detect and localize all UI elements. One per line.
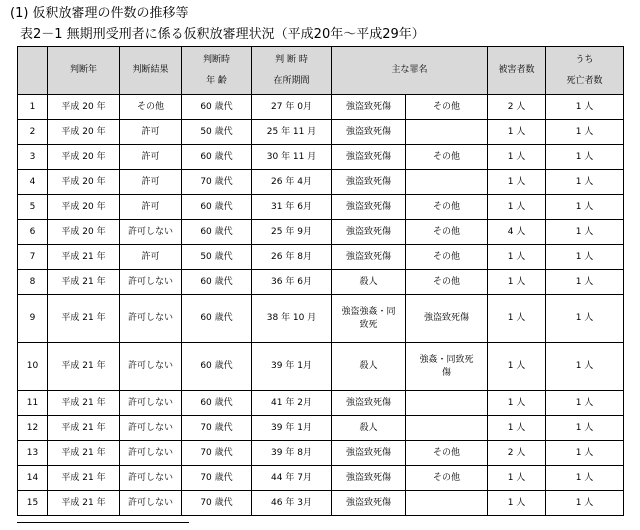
cell-year: 平成 21 年 [48, 491, 120, 516]
cell-crime-secondary [406, 120, 488, 145]
table-row [18, 441, 624, 466]
cell-no: 13 [18, 441, 48, 466]
cell-no: 1 [18, 95, 48, 120]
header-no [18, 47, 48, 95]
cell-deaths: 1 人 [546, 295, 624, 343]
cell-age: 60 歳代 [182, 220, 252, 245]
cell-no: 3 [18, 145, 48, 170]
table-row [18, 466, 624, 491]
cell-age: 50 歳代 [182, 245, 252, 270]
table-row [18, 220, 624, 245]
cell-age: 60 歳代 [182, 95, 252, 120]
cell-year: 平成 20 年 [48, 170, 120, 195]
cell-result: 許可 [120, 170, 182, 195]
cell-victims: 1 人 [488, 270, 546, 295]
cell-term: 44 年 7月 [252, 466, 332, 491]
cell-result: 許可しない [120, 466, 182, 491]
cell-result: 許可しない [120, 441, 182, 466]
cell-crime-primary: 殺人 [332, 416, 406, 441]
cell-no: 14 [18, 466, 48, 491]
cell-age: 70 歳代 [182, 491, 252, 516]
cell-age: 50 歳代 [182, 120, 252, 145]
header-age [182, 47, 252, 95]
cell-result: 許可 [120, 145, 182, 170]
cell-term: 39 年 1月 [252, 416, 332, 441]
cell-term: 25 年 11 月 [252, 120, 332, 145]
cell-crime-secondary: その他 [406, 466, 488, 491]
cell-result: 許可しない [120, 270, 182, 295]
cell-victims: 1 人 [488, 343, 546, 391]
cell-result: 許可しない [120, 491, 182, 516]
header-result: 判断結果 [120, 47, 182, 95]
cell-deaths: 1 人 [546, 466, 624, 491]
header-crime: 主な罪名 [332, 47, 488, 95]
cell-victims: 1 人 [488, 391, 546, 416]
cell-crime-primary: 殺人 [332, 343, 406, 391]
cell-deaths: 1 人 [546, 416, 624, 441]
cell-term: 25 年 9月 [252, 220, 332, 245]
cell-result: 許可しない [120, 416, 182, 441]
cell-deaths: 1 人 [546, 170, 624, 195]
cell-crime-primary: 強盗致死傷 [332, 145, 406, 170]
cell-term: 36 年 6月 [252, 270, 332, 295]
cell-result: 許可 [120, 120, 182, 145]
table-row [18, 120, 624, 145]
cell-deaths: 1 人 [546, 491, 624, 516]
cell-year: 平成 20 年 [48, 220, 120, 245]
table-row [18, 145, 624, 170]
cell-crime-secondary: その他 [406, 95, 488, 120]
table-row [18, 343, 624, 391]
cell-crime-primary: 強盗致死傷 [332, 441, 406, 466]
cell-victims: 1 人 [488, 145, 546, 170]
cell-year: 平成 20 年 [48, 145, 120, 170]
cell-crime-primary: 強盗致死傷 [332, 391, 406, 416]
cell-age: 60 歳代 [182, 343, 252, 391]
cell-term: 30 年 11 月 [252, 145, 332, 170]
cell-age: 60 歳代 [182, 195, 252, 220]
cell-year: 平成 20 年 [48, 195, 120, 220]
cell-deaths: 1 人 [546, 220, 624, 245]
cell-crime-primary: 強盗致死傷 [332, 220, 406, 245]
cell-year: 平成 20 年 [48, 95, 120, 120]
cell-deaths: 1 人 [546, 270, 624, 295]
cell-result: 許可 [120, 245, 182, 270]
cell-year: 平成 21 年 [48, 416, 120, 441]
table-row [18, 95, 624, 120]
cell-victims: 2 人 [488, 95, 546, 120]
cell-age: 60 歳代 [182, 295, 252, 343]
cell-age: 70 歳代 [182, 466, 252, 491]
cell-age: 60 歳代 [182, 270, 252, 295]
cell-victims: 1 人 [488, 170, 546, 195]
cell-crime-secondary: その他 [406, 195, 488, 220]
cell-deaths: 1 人 [546, 195, 624, 220]
cell-crime-secondary: その他 [406, 220, 488, 245]
header-victims: 被害者数 [488, 47, 546, 95]
cell-victims: 1 人 [488, 195, 546, 220]
header-deaths-line2: 死亡者数 [566, 75, 603, 86]
cell-age: 60 歳代 [182, 145, 252, 170]
cell-year: 平成 21 年 [48, 343, 120, 391]
table-caption: 表2－1 無期刑受刑者に係る仮釈放審理状況（平成20年～平成29年） [20, 27, 425, 42]
cell-deaths: 1 人 [546, 145, 624, 170]
cell-victims: 2 人 [488, 441, 546, 466]
cell-crime-secondary: 強盗致死傷 [406, 295, 488, 343]
cell-deaths: 1 人 [546, 391, 624, 416]
cell-crime-secondary [406, 416, 488, 441]
cell-no: 4 [18, 170, 48, 195]
cell-crime-primary: 強盗致死傷 [332, 466, 406, 491]
cell-victims: 1 人 [488, 120, 546, 145]
cell-year: 平成 20 年 [48, 120, 120, 145]
cell-crime-secondary: その他 [406, 145, 488, 170]
table-row [18, 270, 624, 295]
cell-no: 8 [18, 270, 48, 295]
header-term-line1: 判 断 時 [275, 54, 308, 65]
cell-year: 平成 21 年 [48, 270, 120, 295]
table-row [18, 416, 624, 441]
cell-no: 2 [18, 120, 48, 145]
cell-deaths: 1 人 [546, 95, 624, 120]
cell-result: 許可しない [120, 220, 182, 245]
cell-year: 平成 21 年 [48, 441, 120, 466]
cell-no: 11 [18, 391, 48, 416]
cell-term: 31 年 6月 [252, 195, 332, 220]
header-deaths [546, 47, 624, 95]
header-deaths-line1: うち [575, 54, 594, 65]
cell-term: 27 年 0月 [252, 95, 332, 120]
cell-crime-secondary: その他 [406, 441, 488, 466]
cell-no: 10 [18, 343, 48, 391]
cell-deaths: 1 人 [546, 120, 624, 145]
cell-crime-primary: 強盗致死傷 [332, 170, 406, 195]
cell-crime-secondary: 強姦・同致死傷 [406, 343, 488, 391]
cell-term: 39 年 8月 [252, 441, 332, 466]
cell-age: 70 歳代 [182, 441, 252, 466]
cell-crime-secondary [406, 491, 488, 516]
cell-crime-primary: 強盗致死傷 [332, 95, 406, 120]
cell-deaths: 1 人 [546, 343, 624, 391]
cell-crime-secondary [406, 391, 488, 416]
cell-term: 38 年 10 月 [252, 295, 332, 343]
table-row [18, 170, 624, 195]
cell-crime-primary: 強盗致死傷 [332, 491, 406, 516]
cell-age: 70 歳代 [182, 416, 252, 441]
cell-term: 26 年 8月 [252, 245, 332, 270]
cell-result: 許可しない [120, 295, 182, 343]
cell-no: 12 [18, 416, 48, 441]
cell-term: 46 年 3月 [252, 491, 332, 516]
header-year: 判断年 [48, 47, 120, 95]
cell-crime-primary: 強盗致死傷 [332, 195, 406, 220]
cell-result: 許可しない [120, 391, 182, 416]
cell-no: 15 [18, 491, 48, 516]
cell-crime-secondary [406, 170, 488, 195]
cell-crime-secondary: その他 [406, 270, 488, 295]
cell-year: 平成 21 年 [48, 245, 120, 270]
cell-crime-primary: 強盗致死傷 [332, 120, 406, 145]
cell-no: 9 [18, 295, 48, 343]
cell-result: 許可しない [120, 343, 182, 391]
cell-no: 5 [18, 195, 48, 220]
cell-crime-secondary: その他 [406, 245, 488, 270]
header-row [18, 47, 624, 95]
footnote-divider [17, 522, 189, 523]
section-heading: (1) 仮釈放審理の件数の推移等 [10, 6, 189, 21]
cell-term: 39 年 1月 [252, 343, 332, 391]
cell-victims: 1 人 [488, 245, 546, 270]
cell-crime-primary: 強盗致死傷 [332, 245, 406, 270]
table-row [18, 195, 624, 220]
cell-crime-primary: 殺人 [332, 270, 406, 295]
cell-age: 70 歳代 [182, 170, 252, 195]
cell-year: 平成 21 年 [48, 391, 120, 416]
cell-deaths: 1 人 [546, 245, 624, 270]
cell-age: 60 歳代 [182, 391, 252, 416]
cell-year: 平成 21 年 [48, 466, 120, 491]
cell-victims: 1 人 [488, 295, 546, 343]
table-row [18, 245, 624, 270]
cell-term: 41 年 2月 [252, 391, 332, 416]
cell-year: 平成 21 年 [48, 295, 120, 343]
cell-victims: 4 人 [488, 220, 546, 245]
cell-crime-primary: 強盗強姦・同致死 [332, 295, 406, 343]
cell-term: 26 年 4月 [252, 170, 332, 195]
cell-victims: 1 人 [488, 466, 546, 491]
cell-deaths: 1 人 [546, 441, 624, 466]
header-term [252, 47, 332, 95]
header-term-line2: 在所期間 [273, 75, 310, 86]
table-row [18, 391, 624, 416]
table-row [18, 491, 624, 516]
cell-result: その他 [120, 95, 182, 120]
header-age-line2: 年 齢 [206, 75, 227, 86]
cell-result: 許可 [120, 195, 182, 220]
header-age-line1: 判断時 [202, 54, 230, 65]
cell-no: 7 [18, 245, 48, 270]
cell-no: 6 [18, 220, 48, 245]
parole-review-table [17, 46, 624, 516]
cell-victims: 1 人 [488, 491, 546, 516]
table-row [18, 295, 624, 343]
cell-victims: 1 人 [488, 416, 546, 441]
